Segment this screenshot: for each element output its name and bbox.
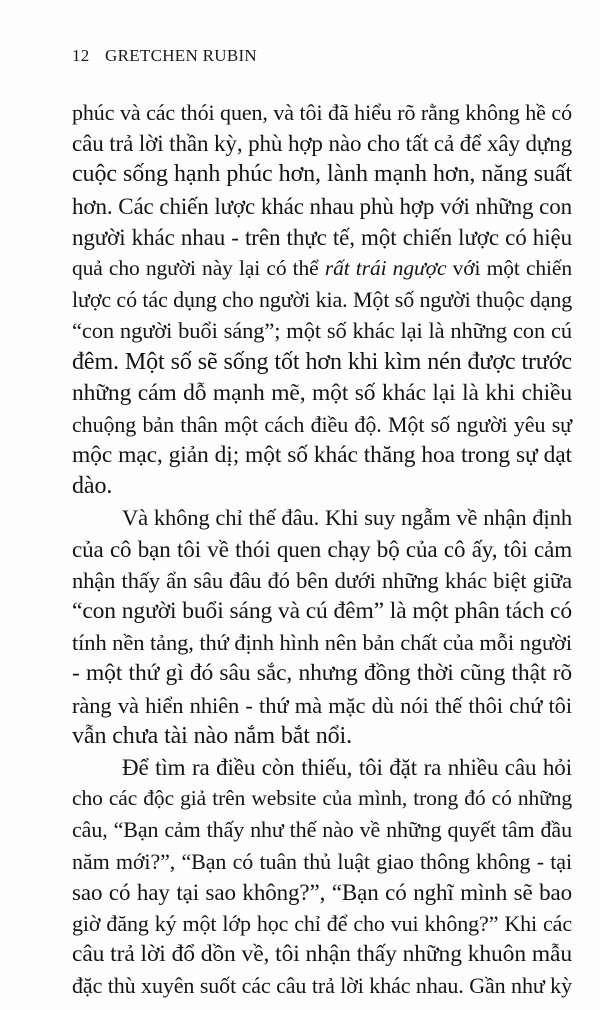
text-line: đặc thù xuyên suốt các câu trả lời khác nhau. Gần như kỳ — [72, 973, 572, 999]
text-line: Để tìm ra điều còn thiếu, tôi đặt ra nhiều câu hỏi — [122, 754, 572, 780]
text-line: cuộc sống hạnh phúc hơn, lành mạnh hơn, năng suất — [72, 161, 572, 188]
text-line: tính nền tảng, thứ định hình nên bản chất của mỗi người — [72, 630, 572, 656]
text-line: câu trả lời thần kỳ, phù hợp nào cho tất cả để xây dựng — [72, 131, 573, 157]
paragraph — [72, 97, 572, 502]
italic-emphasis: rất trái ngược — [324, 255, 447, 280]
text-line: câu trả lời đổ dồn về, tôi nhận thấy những khuôn mẫu — [72, 941, 572, 968]
text-line: nhận thấy ẩn sâu đâu đó bên dưới những khác biệt giữa — [72, 567, 572, 593]
text-line: vẫn chưa tài nào nắm bắt nổi. — [72, 722, 353, 749]
text-line: sao có hay tại sao không?”, “Bạn có nghĩ mình sẽ bao — [72, 879, 572, 905]
body-text — [72, 97, 572, 1001]
text-line: những cám dỗ mạnh mẽ, một số khác lại là khi chiều — [72, 379, 572, 406]
text-line: năm mới?”, “Bạn có tuân thủ luật giao thông không - tại — [72, 848, 572, 874]
text-line: phúc và các thói quen, và tôi đã hiểu rõ rằng không hề có — [72, 100, 572, 125]
text-line: “con người buổi sáng”; một số khác lại là những con cú — [72, 318, 572, 344]
text-line: cho các độc giả trên website của mình, trong đó có những — [72, 786, 572, 811]
text-line: lược có tác dụng cho người kia. Một số người thuộc dạng — [72, 287, 573, 313]
text-line: mộc mạc, giản dị; một số khác thăng hoa trong sự dạt — [72, 442, 572, 469]
text-line: ràng và hiển nhiên - thứ mà mặc dù nói thế thôi chứ tôi — [72, 692, 572, 718]
text-line — [72, 253, 572, 284]
text-line: của cô bạn tôi về thói quen chạy bộ của cô ấy, tôi cảm — [72, 536, 572, 562]
text-line: Và không chỉ thế đâu. Khi suy ngẫm về nhận định — [122, 505, 572, 531]
text-line: giờ đăng ký một lớp học chỉ để cho vui không?” Khi các — [72, 910, 572, 936]
text-line: hơn. Các chiến lược khác nhau phù hợp với những con — [72, 193, 572, 219]
text-line: câu, “Bạn cảm thấy như thế nào về những quyết tâm đầu — [72, 817, 572, 843]
text-line: chuộng bản thân một cách điều độ. Một số người yêu sự — [72, 411, 572, 437]
text-run: với một chiến — [446, 255, 572, 280]
text-line: “con người buổi sáng và cú đêm” là một phân tách có — [72, 598, 572, 624]
text-run: quả cho người này lại có thể — [72, 255, 325, 280]
page-number: 12 — [72, 46, 90, 65]
paragraph — [72, 502, 572, 752]
paragraph — [72, 752, 572, 1002]
running-head — [72, 46, 257, 66]
text-line: dào. — [72, 473, 113, 500]
author-name: GRETCHEN RUBIN — [105, 46, 258, 65]
text-line: đêm. Một số sẽ sống tốt hơn khi kìm nén được trước — [72, 348, 572, 375]
text-line: - một thứ gì đó sâu sắc, nhưng đồng thời cũng thật rõ — [72, 660, 572, 687]
text-line: người khác nhau - trên thực tế, một chiến lược có hiệu — [72, 224, 572, 250]
